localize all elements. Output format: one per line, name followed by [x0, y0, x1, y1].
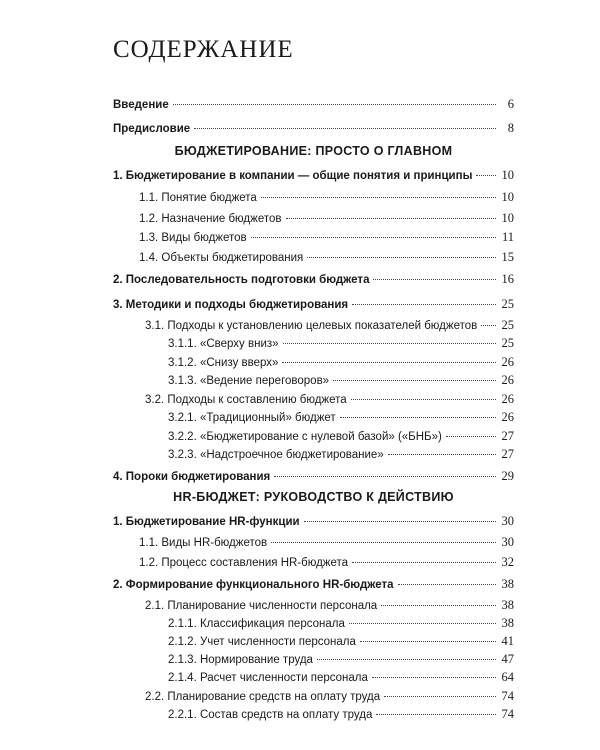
dot-leader [372, 677, 496, 678]
toc-entry[interactable] [168, 652, 514, 670]
toc-page-number: 16 [501, 272, 514, 286]
dot-leader [388, 454, 496, 455]
toc-page-number: 38 [501, 577, 514, 591]
dot-leader [398, 584, 496, 585]
toc-page-number: 11 [501, 230, 514, 244]
toc-entry[interactable] [139, 190, 514, 208]
toc-entry-text: 1.3. Виды бюджетов [139, 232, 247, 244]
toc-entry-text: 1.1. Виды HR-бюджетов [139, 537, 268, 549]
toc-entry-text: 4. Пороки бюджетирования [113, 471, 271, 483]
dot-leader [251, 237, 496, 238]
toc-page-number: 74 [501, 689, 514, 703]
dot-leader [286, 218, 497, 219]
toc-entry[interactable] [139, 250, 514, 268]
toc-page-number: 38 [501, 598, 514, 612]
toc-entry-text: Предисловие [113, 123, 191, 135]
toc-page-number: 26 [501, 355, 514, 369]
toc-entry[interactable] [168, 616, 514, 634]
toc-entry-text: 2.1.4. Расчет численности персонала [168, 672, 368, 684]
dot-leader [381, 605, 496, 606]
dot-leader [476, 175, 496, 176]
toc-entry[interactable] [168, 447, 514, 465]
toc-entry-text: 2.1.1. Классификация персонала [168, 618, 345, 630]
dot-leader [282, 362, 496, 363]
toc-entry-text: 3.2.1. «Традиционный» бюджет [168, 412, 336, 424]
toc-page-number: 26 [501, 392, 514, 406]
page-title: СОДЕРЖАНИЕ [113, 36, 294, 63]
dot-leader [261, 197, 496, 198]
toc-entry-text: 2.1.2. Учет численности персонала [168, 636, 356, 648]
toc-page-number: 30 [501, 535, 514, 549]
toc-page-number: 10 [501, 211, 514, 225]
toc-entry[interactable] [168, 336, 514, 354]
toc-entry[interactable] [168, 670, 514, 688]
toc-page-number: 47 [501, 652, 514, 666]
toc-entry[interactable] [113, 297, 514, 315]
section-heading: HR-БЮДЖЕТ: РУКОВОДСТВО К ДЕЙСТВИЮ [173, 490, 454, 504]
toc-entry[interactable] [145, 392, 514, 410]
toc-entry[interactable] [145, 689, 514, 707]
toc-page-number: 32 [501, 555, 514, 569]
dot-leader [384, 696, 496, 697]
toc-entry-text: 2.1. Планирование численности персонала [145, 600, 378, 612]
dot-leader [194, 128, 496, 129]
dot-leader [333, 380, 496, 381]
toc-entry-text: 1.2. Назначение бюджетов [139, 213, 282, 225]
toc-entry[interactable] [168, 634, 514, 652]
toc-page-number: 27 [501, 429, 514, 443]
toc-entry-text: 2.2. Планирование средств на оплату труда [145, 691, 381, 703]
dot-leader [304, 521, 496, 522]
toc-entry-text: 1. Бюджетирование HR-функции [113, 516, 300, 528]
toc-page-number: 41 [501, 634, 514, 648]
toc-page-number: 30 [501, 514, 514, 528]
toc-entry[interactable] [113, 121, 514, 139]
dot-leader [340, 417, 496, 418]
toc-page-number: 26 [501, 410, 514, 424]
toc-entry-text: 1. Бюджетирование в компании — общие понятия и принципы [113, 170, 473, 182]
toc-page-number: 27 [501, 447, 514, 461]
toc-entry[interactable] [113, 469, 514, 487]
dot-leader [360, 641, 496, 642]
toc-entry-text: Введение [113, 99, 169, 111]
toc-entry-text: 2. Последовательность подготовки бюджета [113, 274, 370, 286]
dot-leader [173, 104, 496, 105]
toc-entry[interactable] [168, 707, 514, 725]
toc-entry[interactable] [168, 410, 514, 428]
toc-entry-text: 3.1.2. «Снизу вверх» [168, 357, 279, 369]
toc-page-number: 8 [507, 121, 514, 135]
toc-entry[interactable] [113, 577, 514, 595]
toc-entry-text: 3.1. Подходы к установлению целевых показателей бюджетов [145, 320, 478, 332]
toc-page-number: 25 [501, 336, 514, 350]
toc-page-number: 6 [507, 97, 514, 111]
toc-page-number: 64 [501, 670, 514, 684]
dot-leader [446, 436, 496, 437]
toc-entry-text: 1.4. Объекты бюджетирования [139, 252, 304, 264]
toc-entry[interactable] [168, 355, 514, 373]
toc-entry[interactable] [168, 373, 514, 391]
toc-entry[interactable] [139, 211, 514, 229]
section-heading: БЮДЖЕТИРОВАНИЕ: ПРОСТО О ГЛАВНОМ [174, 144, 453, 158]
toc-entry[interactable] [145, 598, 514, 616]
toc-entry[interactable] [168, 429, 514, 447]
toc-entry-text: 2.1.3. Нормирование труда [168, 654, 313, 666]
dot-leader [349, 623, 496, 624]
toc-entry-text: 3.2.3. «Надстроечное бюджетирование» [168, 449, 384, 461]
dot-leader [351, 399, 496, 400]
toc-entry-text: 3.2.2. «Бюджетирование с нулевой базой» («БНБ») [168, 431, 442, 443]
toc-page-number: 74 [501, 707, 514, 721]
dot-leader [317, 659, 496, 660]
toc-entry[interactable] [139, 230, 514, 248]
toc-entry-text: 1.2. Процесс составления HR-бюджета [139, 557, 349, 569]
toc-page-number: 38 [501, 616, 514, 630]
toc-page-number: 25 [501, 318, 514, 332]
toc-entry[interactable] [113, 272, 514, 290]
toc-entry-text: 3.1.3. «Ведение переговоров» [168, 375, 330, 387]
toc-entry[interactable] [113, 514, 514, 532]
dot-leader [373, 279, 496, 280]
toc-page-number: 15 [501, 250, 514, 264]
toc-entry-text: 2. Формирование функционального HR-бюджета [113, 579, 394, 591]
toc-entry-text: 1.1. Понятие бюджета [139, 192, 257, 204]
dot-leader [271, 542, 496, 543]
dot-leader [352, 562, 496, 563]
dot-leader [481, 325, 496, 326]
toc-entry-text: 3.2. Подходы к составлению бюджета [145, 394, 347, 406]
dot-leader [376, 714, 496, 715]
toc-page-number: 25 [501, 297, 514, 311]
toc-page-number: 29 [501, 469, 514, 483]
toc-page-number: 10 [501, 190, 514, 204]
toc-page-number: 26 [501, 373, 514, 387]
toc-entry[interactable] [113, 97, 514, 115]
toc-page-number: 10 [501, 168, 514, 182]
dot-leader [352, 304, 496, 305]
dot-leader [274, 476, 496, 477]
toc-entry-text: 2.2.1. Состав средств на оплату труда [168, 709, 373, 721]
toc-entry[interactable] [113, 168, 514, 186]
dot-leader [307, 257, 496, 258]
toc-entry[interactable] [145, 318, 514, 336]
toc-entry-text: 3.1.1. «Сверху вниз» [168, 338, 279, 350]
toc-entry[interactable] [139, 535, 514, 553]
dot-leader [283, 343, 496, 344]
toc-entry[interactable] [139, 555, 514, 573]
toc-entry-text: 3. Методики и подходы бюджетирования [113, 299, 349, 311]
